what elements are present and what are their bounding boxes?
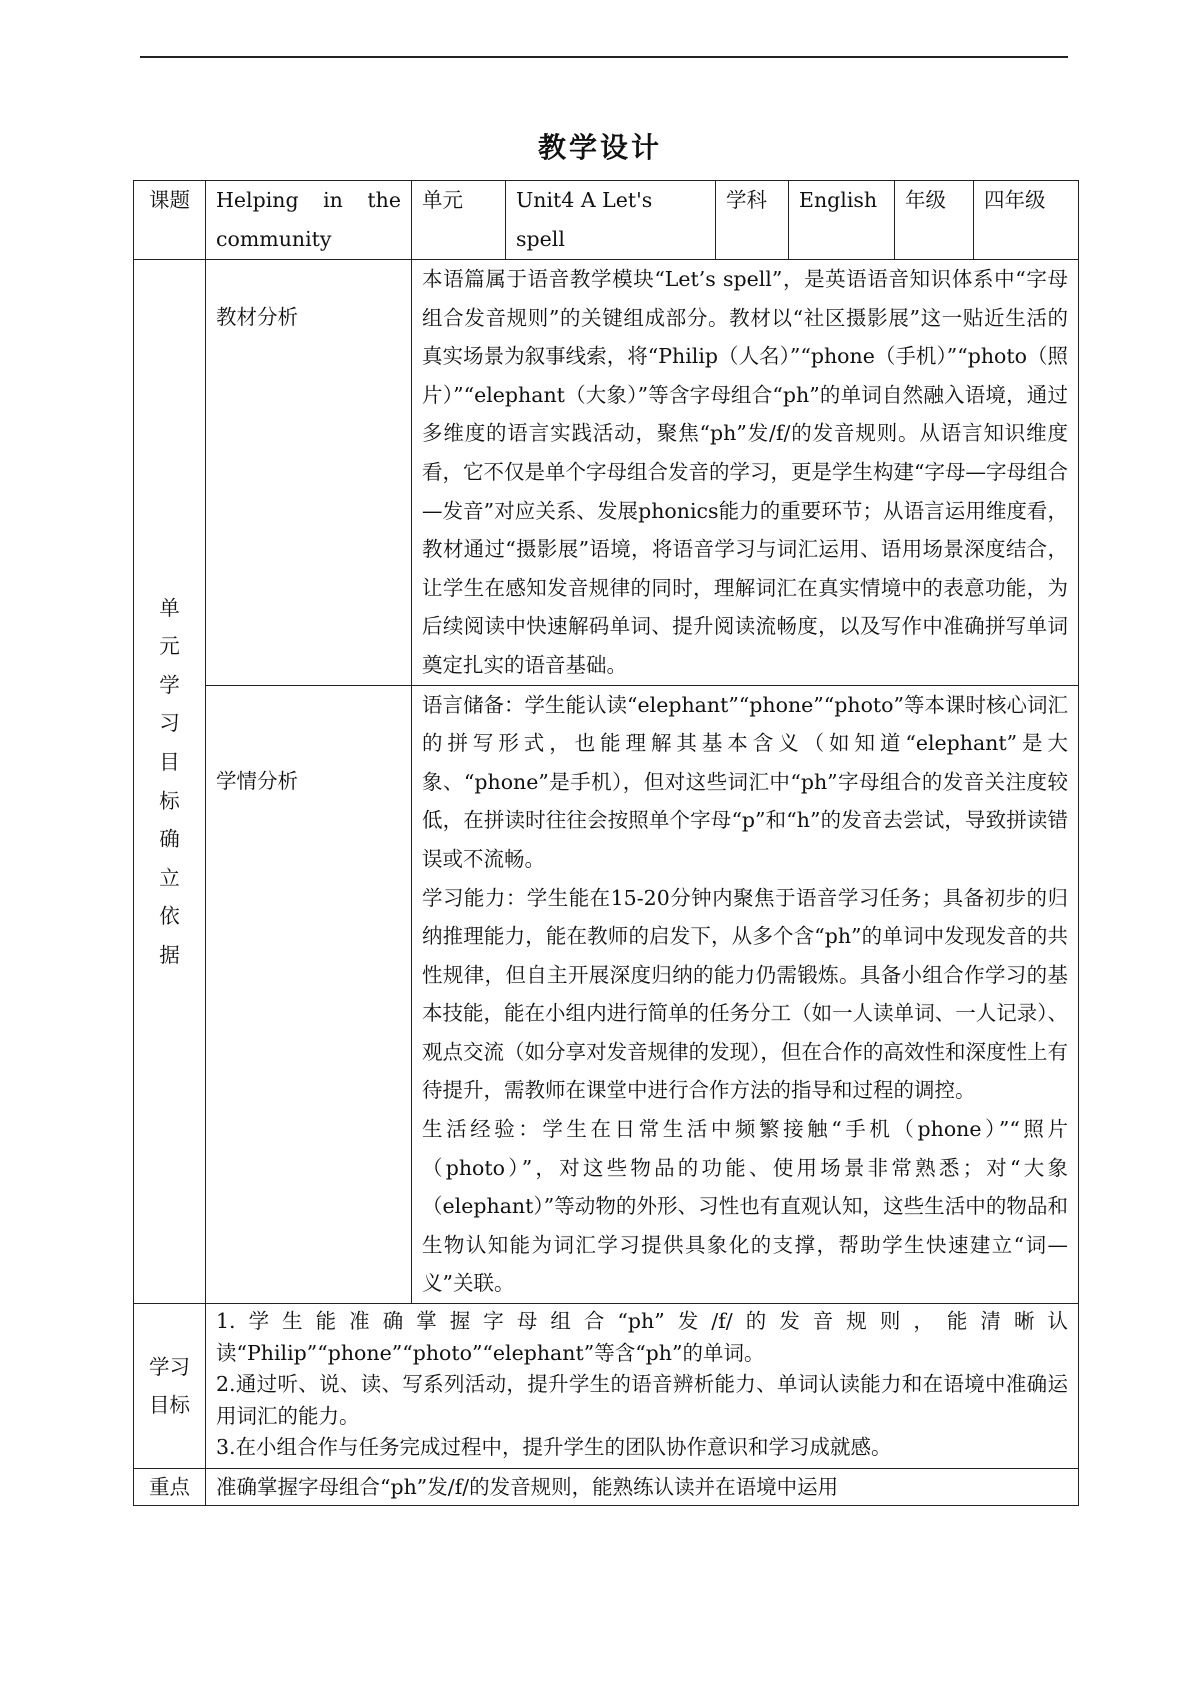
key-point-row	[134, 1469, 1079, 1506]
key-point-label: 重点	[134, 1469, 206, 1506]
basis-label-char: 标	[159, 788, 180, 813]
document-title: 教学设计	[537, 131, 662, 164]
learning-goals-label-line: 目标	[149, 1393, 190, 1418]
basis-label-char: 元	[159, 634, 180, 659]
basis-section-label	[134, 260, 206, 1304]
basis-label-char: 目	[159, 749, 180, 774]
lesson-design-table	[133, 180, 1079, 1506]
learning-goals-list	[206, 1304, 1079, 1469]
basis-label-char: 习	[159, 711, 180, 736]
subject-label: 学科	[716, 181, 789, 260]
learning-goal-item: 2.通过听、说、读、写系列活动，提升学生的语音辨析能力、单词认读能力和在语境中准确运用词汇的能力。	[216, 1372, 1068, 1428]
basis-label-char: 据	[159, 942, 180, 967]
topic-label: 课题	[134, 181, 206, 260]
header-rule	[140, 56, 1068, 58]
learner-analysis-label: 学情分析	[206, 685, 412, 1304]
basis-label-char: 确	[159, 827, 180, 852]
unit-value: Unit4 A Let's spell	[506, 181, 716, 260]
subject-value: English	[789, 181, 895, 260]
learning-goals-label-line: 学习	[149, 1355, 190, 1380]
learning-goals-row	[134, 1304, 1079, 1469]
learner-analysis-text	[412, 685, 1079, 1304]
learning-goals-label	[134, 1304, 206, 1469]
learner-analysis-paragraph: 学习能力：学生能在15-20分钟内聚焦于语音学习任务；具备初步的归纳推理能力，能在教师的启发下，从多个含“ph”的单词中发现发音的共性规律，但自主开展深度归纳的能力仍需锻炼。具备小组合作学习的基本技能，能在小组内进行简单的任务分工（如一人读单词、一人记录）、观点交流（如分享对发音规律的发现），但在合作的高效性和深度性上有待提升，需教师在课堂中进行合作方法的指导和过程的调控。	[422, 885, 1068, 1103]
unit-label: 单元	[412, 181, 506, 260]
learner-analysis-row	[134, 685, 1079, 1304]
basis-label-char: 立	[159, 865, 180, 890]
learner-analysis-paragraph: 生活经验：学生在日常生活中频繁接触“手机（phone）”“照片（photo）”，对这些物品的功能、使用场景非常熟悉；对“大象（elephant）”等动物的外形、习性也有直观认知，这些生活中的物品和生物认知能为词汇学习提供具象化的支撑，帮助学生快速建立“词—义”关联。	[422, 1117, 1068, 1296]
header-row	[134, 181, 1079, 260]
key-point-text: 准确掌握字母组合“ph”发/f/的发音规则，能熟练认读并在语境中运用	[206, 1469, 1079, 1506]
basis-label-char: 单	[159, 595, 180, 620]
learner-analysis-paragraph: 语言储备：学生能认读“elephant”“phone”“photo”等本课时核心词汇的拼写形式，也能理解其基本含义（如知道“elephant”是大象、“phone”是手机），但对这些词汇中“ph”字母组合的发音关注度较低，在拼读时往往会按照单个字母“p”和“h”的发音去尝试，导致拼读错误或不流畅。	[422, 692, 1068, 871]
learning-goal-item: 1.学生能准确掌握字母组合“ph”发/f/的发音规则，能清晰认读“Philip”“phone”“photo”“elephant”等含“ph”的单词。	[216, 1309, 1068, 1365]
basis-label-char: 依	[159, 904, 180, 929]
textbook-analysis-label: 教材分析	[206, 260, 412, 686]
learning-goal-item: 3.在小组合作与任务完成过程中，提升学生的团队协作意识和学习成就感。	[216, 1435, 892, 1460]
grade-value: 四年级	[974, 181, 1079, 260]
textbook-analysis-text: 本语篇属于语音教学模块“Let’s spell”，是英语语音知识体系中“字母组合发音规则”的关键组成部分。教材以“社区摄影展”这一贴近生活的真实场景为叙事线索，将“Philip（人名）”“phone（手机）”“photo（照片）”“elephant（大象）”等含字母组合“ph”的单词自然融入语境，通过多维度的语言实践活动，聚焦“ph”发/f/的发音规则。从语言知识维度看，它不仅是单个字母组合发音的学习，更是学生构建“字母—字母组合—发音”对应关系、发展phonics能力的重要环节；从语言运用维度看，教材通过“摄影展”语境，将语音学习与词汇运用、语用场景深度结合，让学生在感知发音规律的同时，理解词汇在真实情境中的表意功能，为后续阅读中快速解码单词、提升阅读流畅度，以及写作中准确拼写单词奠定扎实的语音基础。	[412, 260, 1079, 686]
topic-value: Helping in the community	[206, 181, 412, 260]
grade-label: 年级	[895, 181, 974, 260]
basis-label-char: 学	[159, 672, 180, 697]
textbook-analysis-row	[134, 260, 1079, 686]
